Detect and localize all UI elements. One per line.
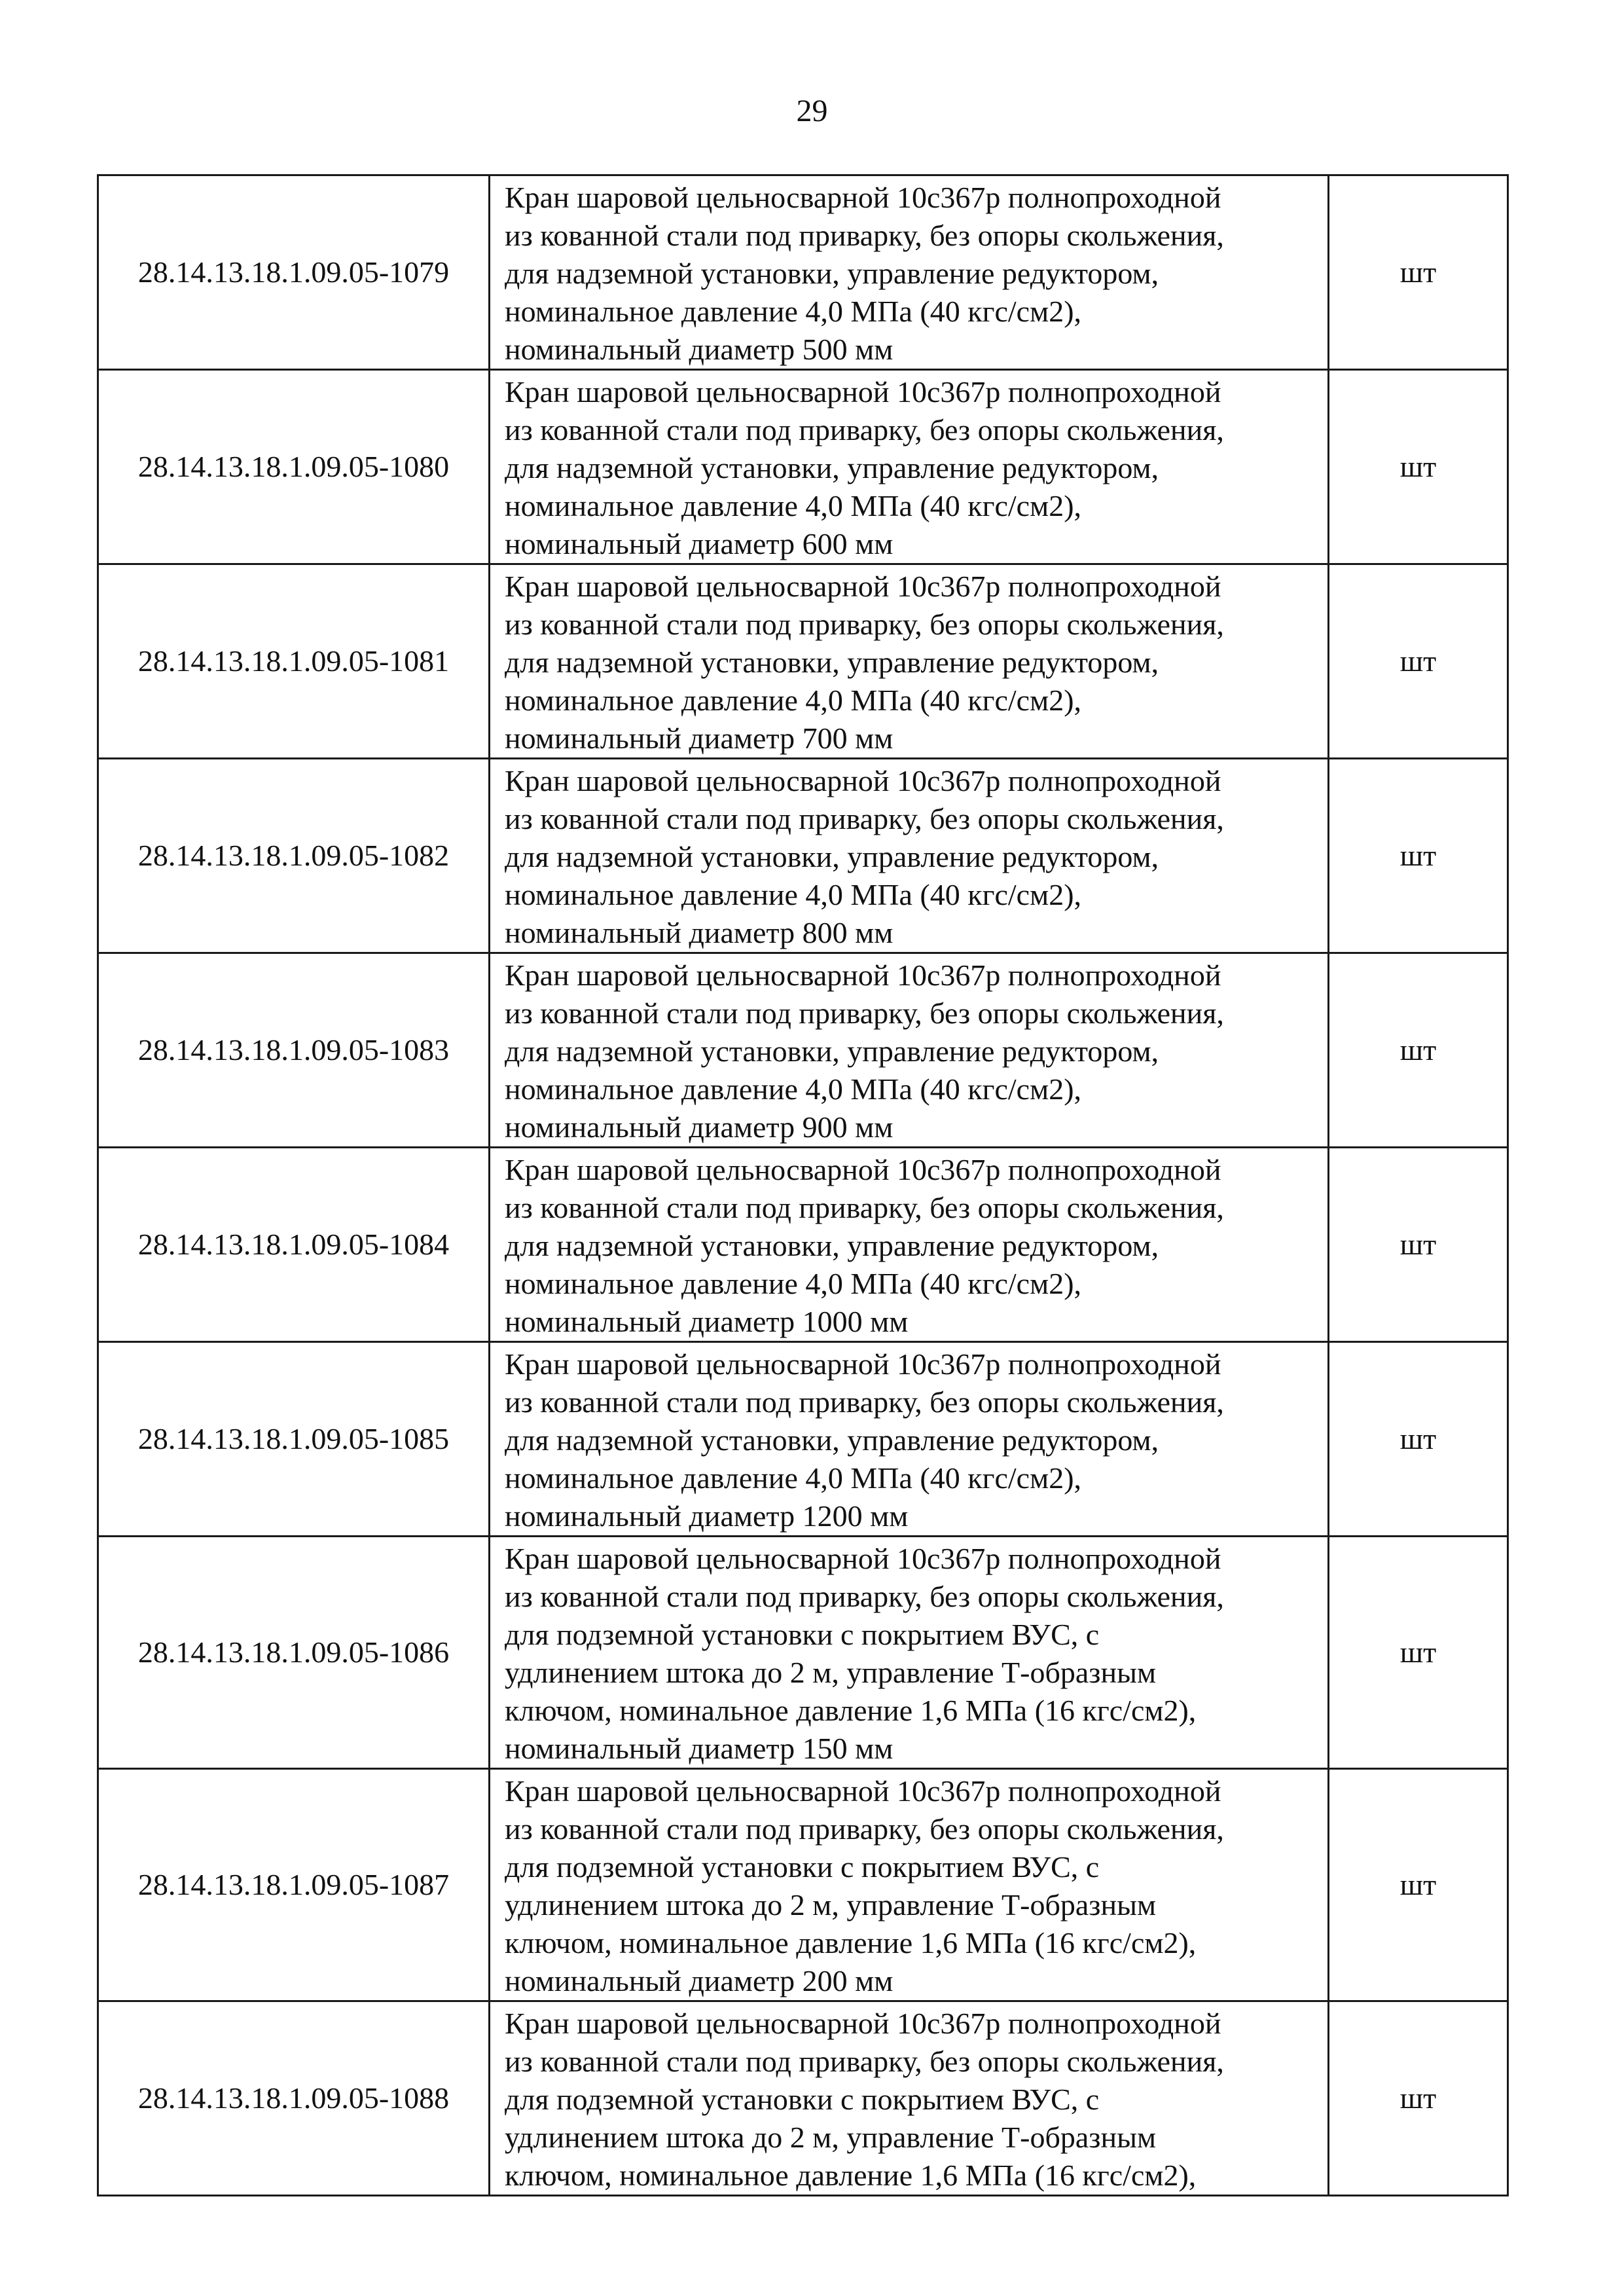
description-line: номинальный диаметр 700 мм [505, 721, 893, 755]
table-row [98, 759, 1508, 953]
description-line: удлинением штока до 2 м, управление Т-образным [505, 1656, 1157, 1689]
resource-description-cell [490, 1148, 1329, 1342]
description-line: номинальный диаметр 150 мм [505, 1732, 893, 1765]
description-line: номинальный диаметр 1200 мм [505, 1499, 909, 1533]
description-line: Кран шаровой цельносварной 10с367р полнопроходной [505, 1542, 1221, 1575]
description-line: удлинением штока до 2 м, управление Т-образным [505, 2121, 1157, 2154]
description-line: номинальный диаметр 1000 мм [505, 1305, 909, 1338]
resource-description-cell [490, 759, 1329, 953]
resource-description-cell [490, 2001, 1329, 2196]
description-line: для надземной установки, управление редуктором, [505, 646, 1159, 679]
description-line: Кран шаровой цельносварной 10с367р полнопроходной [505, 2007, 1221, 2040]
description-line: для надземной установки, управление редуктором, [505, 1423, 1159, 1457]
description-line: номинальное давление 4,0 МПа (40 кгс/см2), [505, 1267, 1082, 1300]
unit-cell: шт [1329, 1342, 1508, 1537]
description-line: номинальное давление 4,0 МПа (40 кгс/см2), [505, 295, 1082, 328]
description-line: Кран шаровой цельносварной 10с367р полнопроходной [505, 1774, 1221, 1808]
description-line: номинальное давление 4,0 МПа (40 кгс/см2), [505, 683, 1082, 717]
description-line: ключом, номинальное давление 1,6 МПа (16 кгс/см2), [505, 1694, 1197, 1727]
description-line: номинальное давление 4,0 МПа (40 кгс/см2), [505, 1461, 1082, 1495]
description-line: номинальный диаметр 800 мм [505, 916, 893, 949]
description-line: из кованной стали под приварку, без опоры скольжения, [505, 1385, 1224, 1419]
resource-table [97, 174, 1509, 2196]
description-line: номинальное давление 4,0 МПа (40 кгс/см2), [505, 878, 1082, 911]
unit-cell: шт [1329, 953, 1508, 1148]
description-line: номинальное давление 4,0 МПа (40 кгс/см2), [505, 489, 1082, 522]
table-body [98, 175, 1508, 2196]
unit-cell: шт [1329, 370, 1508, 564]
resource-code-cell: 28.14.13.18.1.09.05-1083 [98, 953, 490, 1148]
description-line: Кран шаровой цельносварной 10с367р полнопроходной [505, 375, 1221, 409]
description-line: для надземной установки, управление редуктором, [505, 451, 1159, 484]
description-line: из кованной стали под приварку, без опоры скольжения, [505, 802, 1224, 835]
description-line: Кран шаровой цельносварной 10с367р полнопроходной [505, 958, 1221, 992]
unit-cell: шт [1329, 759, 1508, 953]
resource-code-cell: 28.14.13.18.1.09.05-1088 [98, 2001, 490, 2196]
unit-cell: шт [1329, 564, 1508, 759]
description-line: номинальный диаметр 500 мм [505, 333, 893, 366]
resource-code-cell: 28.14.13.18.1.09.05-1086 [98, 1537, 490, 1769]
resource-code-cell: 28.14.13.18.1.09.05-1080 [98, 370, 490, 564]
table-row [98, 2001, 1508, 2196]
description-line: для надземной установки, управление редуктором, [505, 257, 1159, 290]
unit-cell: шт [1329, 2001, 1508, 2196]
page-number: 29 [796, 94, 828, 128]
description-line: для надземной установки, управление редуктором, [505, 1229, 1159, 1262]
description-line: Кран шаровой цельносварной 10с367р полнопроходной [505, 181, 1221, 214]
description-line: из кованной стали под приварку, без опоры скольжения, [505, 413, 1224, 446]
resource-code-cell: 28.14.13.18.1.09.05-1079 [98, 175, 490, 370]
resource-code-cell: 28.14.13.18.1.09.05-1084 [98, 1148, 490, 1342]
description-line: номинальное давление 4,0 МПа (40 кгс/см2), [505, 1072, 1082, 1106]
description-line: для подземной установки с покрытием ВУС, с [505, 1850, 1100, 1884]
description-line: номинальный диаметр 900 мм [505, 1110, 893, 1144]
resource-code-cell: 28.14.13.18.1.09.05-1087 [98, 1769, 490, 2001]
resource-description-cell [490, 1769, 1329, 2001]
description-line: из кованной стали под приварку, без опоры скольжения, [505, 996, 1224, 1030]
description-line: из кованной стали под приварку, без опоры скольжения, [505, 1580, 1224, 1613]
unit-cell: шт [1329, 175, 1508, 370]
resource-description-cell [490, 1342, 1329, 1537]
description-line: для подземной установки с покрытием ВУС, с [505, 2083, 1100, 2116]
description-line: ключом, номинальное давление 1,6 МПа (16 кгс/см2), [505, 1926, 1197, 1959]
table-row [98, 370, 1508, 564]
resource-description-cell [490, 370, 1329, 564]
description-line: удлинением штока до 2 м, управление Т-образным [505, 1888, 1157, 1922]
resource-description-cell [490, 175, 1329, 370]
resource-description-cell [490, 1537, 1329, 1769]
description-line: из кованной стали под приварку, без опоры скольжения, [505, 219, 1224, 252]
description-line: из кованной стали под приварку, без опоры скольжения, [505, 1191, 1224, 1224]
table-row [98, 564, 1508, 759]
description-line: Кран шаровой цельносварной 10с367р полнопроходной [505, 1153, 1221, 1186]
description-line: Кран шаровой цельносварной 10с367р полнопроходной [505, 570, 1221, 603]
resource-code-cell: 28.14.13.18.1.09.05-1081 [98, 564, 490, 759]
resource-description-cell [490, 564, 1329, 759]
description-line: для надземной установки, управление редуктором, [505, 840, 1159, 873]
description-line: из кованной стали под приварку, без опоры скольжения, [505, 1812, 1224, 1846]
description-line: из кованной стали под приварку, без опоры скольжения, [505, 608, 1224, 641]
description-line: Кран шаровой цельносварной 10с367р полнопроходной [505, 1347, 1221, 1381]
table-row [98, 175, 1508, 370]
unit-cell: шт [1329, 1537, 1508, 1769]
resource-code-cell: 28.14.13.18.1.09.05-1082 [98, 759, 490, 953]
unit-cell: шт [1329, 1769, 1508, 2001]
table-row [98, 1342, 1508, 1537]
description-line: номинальный диаметр 600 мм [505, 527, 893, 560]
description-line: для надземной установки, управление редуктором, [505, 1034, 1159, 1068]
description-line: для подземной установки с покрытием ВУС, с [505, 1618, 1100, 1651]
description-line: номинальный диаметр 200 мм [505, 1964, 893, 1997]
description-line: Кран шаровой цельносварной 10с367р полнопроходной [505, 764, 1221, 797]
table-row [98, 1769, 1508, 2001]
resource-code-cell: 28.14.13.18.1.09.05-1085 [98, 1342, 490, 1537]
table-row [98, 1148, 1508, 1342]
resource-description-cell [490, 953, 1329, 1148]
description-line: ключом, номинальное давление 1,6 МПа (16 кгс/см2), [505, 2159, 1197, 2192]
table-row [98, 953, 1508, 1148]
unit-cell: шт [1329, 1148, 1508, 1342]
description-line: из кованной стали под приварку, без опоры скольжения, [505, 2045, 1224, 2078]
table-row [98, 1537, 1508, 1769]
